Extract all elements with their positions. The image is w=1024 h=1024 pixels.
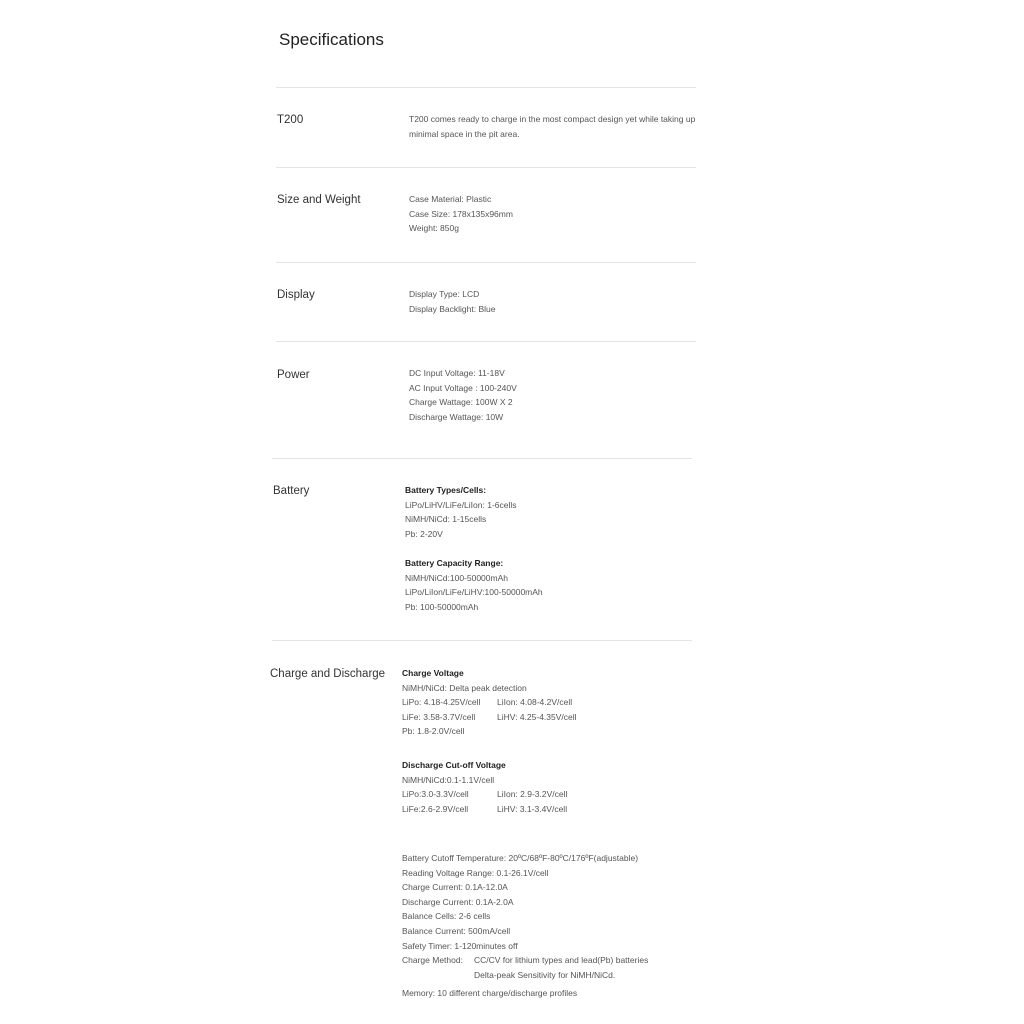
text-line: NiMH/NiCd: 1-15cells xyxy=(405,514,487,525)
text-cell: LiHV: 4.25-4.35V/cell xyxy=(497,711,577,722)
text-line: Case Material: Plastic xyxy=(409,194,492,204)
text-line: Charge Current: 0.1A-12.0A xyxy=(402,882,508,893)
text-line: Case Size: 178x135x96mm xyxy=(409,208,513,219)
text-line: Pb: 100-50000mAh xyxy=(405,601,479,612)
section-t200-content xyxy=(409,112,695,141)
text-line: minimal space in the pit area. xyxy=(409,128,520,139)
text-line: Discharge Current: 0.1A-2.0A xyxy=(402,896,514,907)
section-label-charge-discharge: Charge and Discharge xyxy=(270,668,386,680)
section-power-content xyxy=(409,366,517,424)
charge-method-value: Delta-peak Sensitivity for NiMH/NiCd. xyxy=(474,969,616,980)
divider xyxy=(276,262,696,263)
text-line: Balance Cells: 2-6 cells xyxy=(402,911,491,922)
section-label-t200: T200 xyxy=(277,114,304,126)
divider xyxy=(272,458,692,459)
text-line: Discharge Wattage: 10W xyxy=(409,411,504,422)
section-label-battery: Battery xyxy=(273,485,310,497)
text-cell: LiIon: 4.08-4.2V/cell xyxy=(497,697,573,708)
text-cell: LiPo:3.0-3.3V/cell xyxy=(402,789,469,800)
text-line: Pb: 1.8-2.0V/cell xyxy=(402,726,465,737)
text-cell: LiFe: 3.58-3.7V/cell xyxy=(402,711,476,722)
text-line: LiPo/LiHV/LiFe/LiIon: 1-6cells xyxy=(405,499,517,510)
subheading: Charge Voltage xyxy=(402,668,464,678)
divider xyxy=(272,640,692,641)
text-cell: LiIon: 2.9-3.2V/cell xyxy=(497,789,568,800)
text-line: Reading Voltage Range: 0.1-26.1V/cell xyxy=(402,867,549,878)
section-label-size-weight: Size and Weight xyxy=(277,194,361,206)
section-label-power: Power xyxy=(277,369,310,381)
charge-method-key: Charge Method: xyxy=(402,955,463,966)
subheading: Battery Types/Cells: xyxy=(405,485,487,495)
text-cell: LiFe:2.6-2.9V/cell xyxy=(402,803,469,814)
subheading: Battery Capacity Range: xyxy=(405,557,504,568)
section-display-content xyxy=(409,287,495,316)
text-line: NiMH/NiCd:0.1-1.1V/cell xyxy=(402,774,495,785)
text-line: AC Input Voltage : 100-240V xyxy=(409,382,517,393)
text-line: NiMH/NiCd:100-50000mAh xyxy=(405,572,508,583)
section-battery-content xyxy=(405,483,543,614)
text-line: Weight: 850g xyxy=(409,223,459,234)
divider xyxy=(276,341,696,342)
text-line: T200 comes ready to charge in the most compact design yet while taking up xyxy=(409,114,696,124)
text-line: Balance Current: 500mA/cell xyxy=(402,925,511,936)
text-line: NiMH/NiCd: Delta peak detection xyxy=(402,682,527,693)
page-title: Specifications xyxy=(279,30,384,49)
text-cell: LiHV: 3.1-3.4V/cell xyxy=(497,803,568,814)
text-line: Battery Cutoff Temperature: 20ºC/68ºF-80ºC/176ºF(adjustable) xyxy=(402,853,639,863)
section-charge-misc xyxy=(402,851,648,1001)
section-label-display: Display xyxy=(277,289,315,301)
divider xyxy=(276,167,696,168)
text-line: Display Backlight: Blue xyxy=(409,303,496,314)
section-size-content xyxy=(409,192,513,236)
text-line: DC Input Voltage: 11-18V xyxy=(409,368,505,378)
subheading: Discharge Cut-off Voltage xyxy=(402,759,506,770)
text-line: Memory: 10 different charge/discharge profiles xyxy=(402,988,578,999)
text-cell: LiPo: 4.18-4.25V/cell xyxy=(402,697,481,708)
text-line: Pb: 2-20V xyxy=(405,528,443,539)
text-line: Display Type: LCD xyxy=(409,289,480,299)
text-line: LiPo/LiIon/LiFe/LiHV:100-50000mAh xyxy=(405,587,543,598)
charge-method-value: CC/CV for lithium types and lead(Pb) batteries xyxy=(474,955,649,966)
text-line: Charge Wattage: 100W X 2 xyxy=(409,397,513,408)
text-line: Safety Timer: 1-120minutes off xyxy=(402,940,518,951)
section-charge-content xyxy=(402,666,577,816)
divider xyxy=(276,87,696,88)
